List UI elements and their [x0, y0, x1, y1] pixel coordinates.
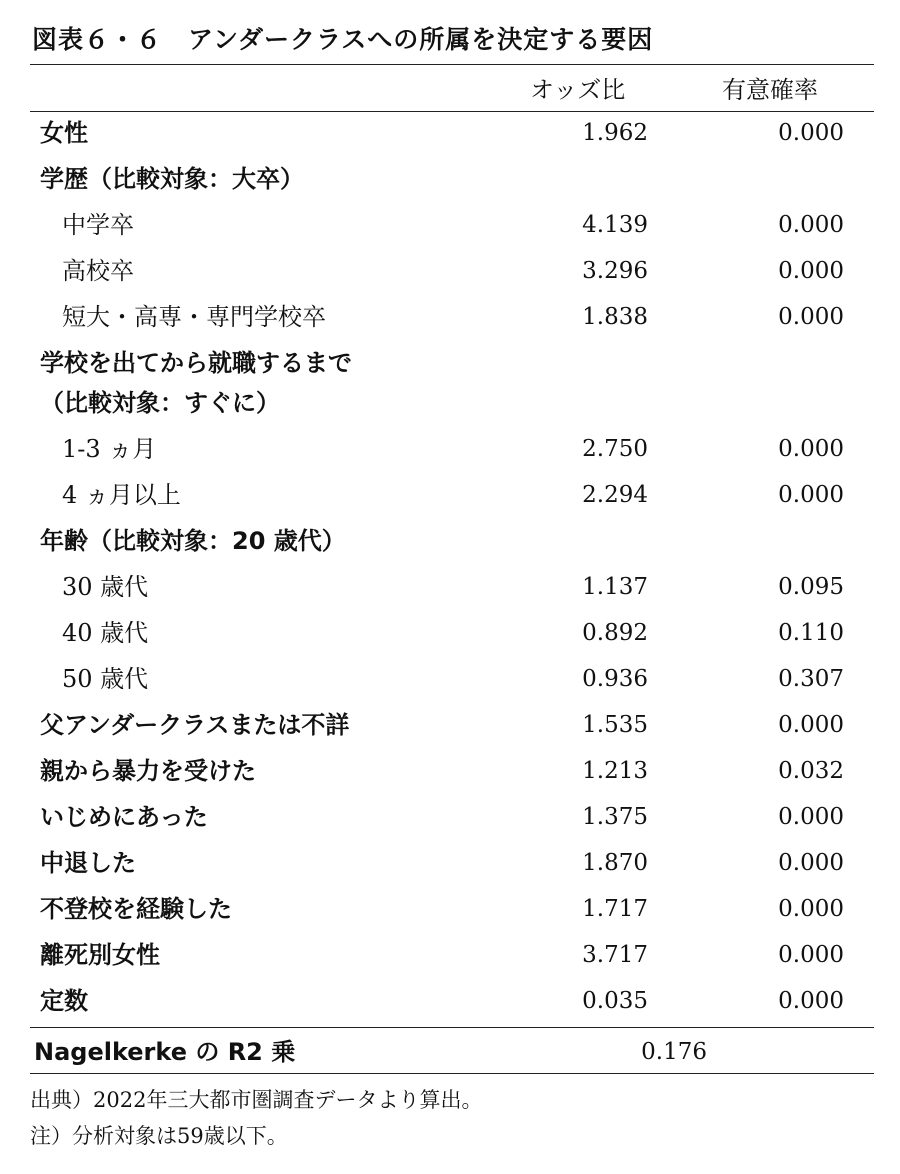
odds-ratio-cell: 2.750: [582, 436, 648, 462]
table-row: [0, 472, 900, 518]
footnote: 注）分析対象は59歳以下。: [30, 1124, 288, 1148]
row-label: 不登校を経験した: [40, 895, 232, 923]
r2-value: 0.176: [641, 1039, 707, 1065]
table-row: [0, 794, 900, 840]
significance-cell: 0.000: [778, 712, 844, 738]
row-label: 短大・高専・専門学校卒: [62, 303, 326, 331]
significance-cell: 0.000: [778, 942, 844, 968]
row-label: 1-3 ヵ月: [62, 435, 157, 463]
odds-ratio-cell: 0.936: [582, 666, 648, 692]
table-row: [0, 156, 900, 202]
row-label: 30 歳代: [62, 573, 149, 601]
table-row: [0, 886, 900, 932]
odds-ratio-cell: 3.717: [582, 942, 648, 968]
significance-cell: 0.095: [778, 574, 844, 600]
table-row: [0, 748, 900, 794]
odds-ratio-cell: 1.717: [582, 896, 648, 922]
r2-row: [0, 1029, 900, 1075]
r2-label: Nagelkerke の R2 乗: [34, 1038, 296, 1066]
odds-ratio-cell: 0.035: [582, 988, 648, 1014]
table-row: [0, 248, 900, 294]
row-label: 離死別女性: [40, 941, 160, 969]
significance-cell: 0.000: [778, 258, 844, 284]
odds-ratio-cell: 1.838: [582, 304, 648, 330]
row-label: 50 歳代: [62, 665, 149, 693]
odds-ratio-cell: 4.139: [582, 212, 648, 238]
source-note: 出典）2022年三大都市圏調査データより算出。: [30, 1088, 483, 1112]
top-rule: [30, 64, 874, 65]
row-label: 高校卒: [62, 257, 134, 285]
row-label: 4 ヵ月以上: [62, 481, 181, 509]
significance-cell: 0.000: [778, 436, 844, 462]
odds-ratio-cell: 3.296: [582, 258, 648, 284]
row-label: 父アンダークラスまたは不詳: [40, 711, 350, 739]
table-row: [0, 978, 900, 1024]
header-significance: 有意確率: [722, 76, 818, 104]
row-label: いじめにあった: [40, 803, 208, 831]
row-label: 中退した: [40, 849, 136, 877]
odds-ratio-cell: 1.375: [582, 804, 648, 830]
table-title: 図表６・６ アンダークラスへの所属を決定する要因: [32, 25, 654, 54]
table-row: [0, 840, 900, 886]
table-row: [0, 564, 900, 610]
significance-cell: 0.000: [778, 850, 844, 876]
table-row: [0, 610, 900, 656]
row-label: 年齢（比較対象：20 歳代）: [40, 527, 346, 555]
table-row: [0, 202, 900, 248]
significance-cell: 0.000: [778, 896, 844, 922]
table-row: [0, 932, 900, 978]
row-label: （比較対象：すぐに）: [40, 389, 280, 417]
significance-cell: 0.307: [778, 666, 844, 692]
table-row: [0, 518, 900, 564]
odds-ratio-cell: 2.294: [582, 482, 648, 508]
significance-cell: 0.000: [778, 988, 844, 1014]
table-row: [0, 380, 900, 426]
row-label: 学歴（比較対象：大卒）: [40, 165, 304, 193]
significance-cell: 0.000: [778, 304, 844, 330]
significance-cell: 0.000: [778, 212, 844, 238]
row-label: 40 歳代: [62, 619, 149, 647]
significance-cell: 0.032: [778, 758, 844, 784]
table-row: [0, 656, 900, 702]
significance-cell: 0.000: [778, 804, 844, 830]
odds-ratio-cell: 1.213: [582, 758, 648, 784]
significance-cell: 0.000: [778, 482, 844, 508]
odds-ratio-cell: 0.892: [582, 620, 648, 646]
table-row: [0, 294, 900, 340]
table-row: [0, 426, 900, 472]
odds-ratio-cell: 1.535: [582, 712, 648, 738]
row-label: 中学卒: [62, 211, 134, 239]
bottom-rule: [30, 1073, 874, 1074]
table-row: [0, 110, 900, 156]
significance-cell: 0.000: [778, 120, 844, 146]
row-label: 定数: [40, 987, 88, 1015]
row-label: 親から暴力を受けた: [40, 757, 256, 785]
row-label: 学校を出てから就職するまで: [40, 349, 352, 377]
odds-ratio-cell: 1.870: [582, 850, 648, 876]
table-row: [0, 702, 900, 748]
r2-top-rule: [30, 1027, 874, 1028]
significance-cell: 0.110: [778, 620, 844, 646]
row-label: 女性: [40, 119, 88, 147]
odds-ratio-cell: 1.137: [582, 574, 648, 600]
odds-ratio-cell: 1.962: [582, 120, 648, 146]
header-odds-ratio: オッズ比: [530, 76, 626, 104]
